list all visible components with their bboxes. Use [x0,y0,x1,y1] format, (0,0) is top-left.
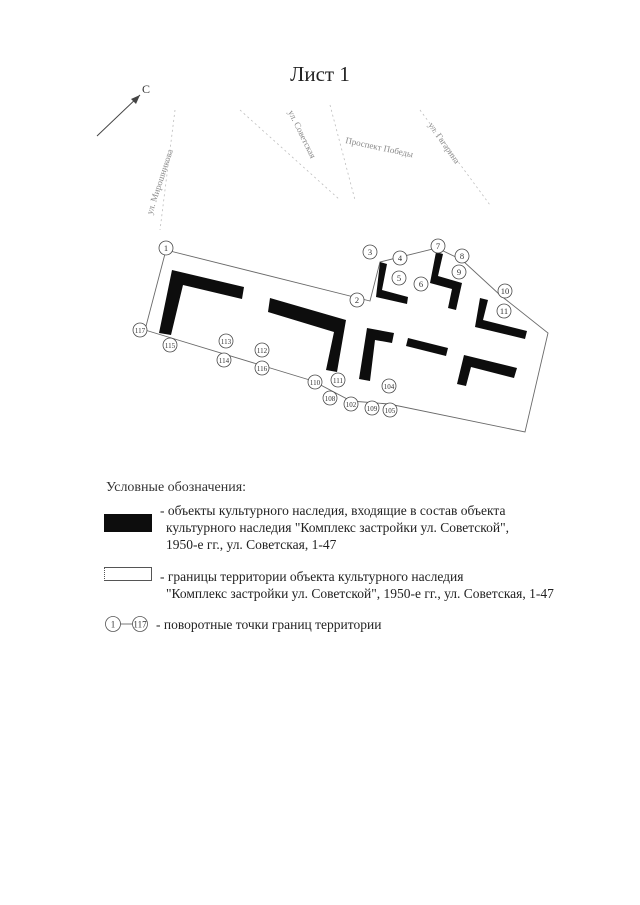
turning-point-label: 113 [220,338,232,346]
turning-point-115 [163,338,177,352]
building [457,355,517,386]
north-arrow-icon [97,82,150,136]
turning-point-5 [392,271,406,285]
street-label: Проспект Победы [344,135,415,160]
turning-point-3 [363,245,377,259]
turning-point-label: 110 [309,379,321,387]
legend-item-boundary-line1: - границы территории объекта культурного наследия [160,569,464,584]
turning-point-116 [255,361,269,375]
turning-point-label: 111 [333,377,343,385]
turning-point-11 [497,304,511,318]
turning-point-102 [344,397,358,411]
turning-point-8 [455,249,469,263]
building [268,298,346,372]
turning-point-113 [219,334,233,348]
background-roads [160,105,490,230]
turning-point-label: 3 [367,247,373,257]
turning-point-label: 114 [218,357,230,365]
turning-point-label: 117 [134,327,146,335]
turning-point-10 [498,284,512,298]
turning-point-4 [393,251,407,265]
building [159,270,244,335]
heritage-buildings [159,252,527,386]
turning-point-9 [452,265,466,279]
legend-item-buildings-line3: 1950-е гг., ул. Советская, 1-47 [166,537,337,552]
turning-point-6 [414,277,428,291]
turning-point-1 [159,241,173,255]
turning-point-label: 115 [164,342,176,350]
turning-point-105 [383,403,397,417]
legend-item-buildings-line1: - объекты культурного наследия, входящие в состав объекта [160,503,506,518]
legend-item-boundary-line2: "Комплекс застройки ул. Советской", 1950-е гг., ул. Советская, 1-47 [166,586,554,601]
legend-heading: Условные обозначения: [106,480,247,495]
turning-point-label: 116 [256,365,268,373]
turning-point-label: 1 [163,243,169,253]
turning-point-label: 108 [324,395,336,403]
turning-point-114 [217,353,231,367]
turning-point-109 [365,401,379,415]
legend-point-to: 117 [133,619,147,630]
turning-point-108 [323,391,337,405]
turning-point-label: 109 [366,405,378,413]
turning-point-label: 10 [500,286,510,296]
turning-point-117 [133,323,147,337]
legend-building-swatch [104,514,152,532]
street-label: ул. Советская [286,108,319,160]
sheet-title: Лист 1 [290,62,350,86]
turning-point-label: 4 [397,253,403,263]
building [359,328,394,381]
legend-boundary-swatch [104,567,152,581]
legend-item-buildings-line2: культурного наследия "Комплекс застройки ул. Советской", [166,520,510,535]
turning-point-label: 112 [256,347,268,355]
north-label: С [142,82,151,96]
turning-point-label: 11 [499,306,509,316]
turning-point-label: 105 [384,407,396,415]
street-label: ул. Мирошникова [144,147,175,216]
turning-point-label: 6 [418,279,424,289]
turning-point-label: 7 [435,241,441,251]
turning-point-111 [331,373,345,387]
turning-point-2 [350,293,364,307]
turning-point-label: 104 [383,383,395,391]
turning-point-label: 102 [345,401,357,409]
turning-point-104 [382,379,396,393]
turning-point-7 [431,239,445,253]
street-label: ул. Гагарина [426,120,463,166]
legend-point-from: 1 [110,619,116,630]
building [475,298,527,339]
turning-point-110 [308,375,322,389]
legend-points-swatch [104,614,150,634]
building [406,338,448,356]
turning-point-label: 8 [459,251,465,261]
legend-item-points: - поворотные точки границ территории [156,617,382,632]
turning-point-label: 9 [456,267,462,277]
turning-point-label: 5 [396,273,402,283]
turning-point-label: 2 [354,295,360,305]
turning-point-112 [255,343,269,357]
